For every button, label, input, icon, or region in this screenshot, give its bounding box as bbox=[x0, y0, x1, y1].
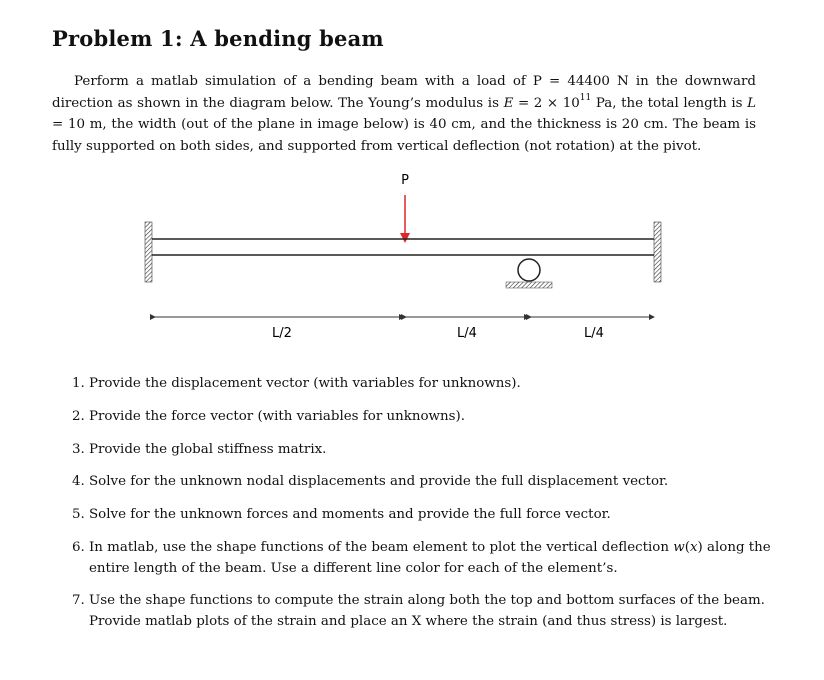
question-item: 6. In matlab, use the shape functions of the beam element to plot the vertical deflection w(x) along the entire length of the beam. Use a different line color for each of the element’s. bbox=[72, 540, 771, 576]
question-item: 3. Provide the global stiffness matrix. bbox=[72, 442, 327, 457]
problem-statement: Perform a matlab simulation of a bending beam with a load of P = 44400 N in the downward direction as shown in the diagram below. The Young’s modulus is $E = 2 \times 10^{11}$ Pa, the total length is L = 10 m, the width (out of the plane in image below) is 40 cm, and the thickness is 20 cm. The beam is fully supported on both sides, and supported from vertical deflection (not rotation) at the pivot. bbox=[52, 74, 757, 154]
question-item: 1. Provide the displacement vector (with variables for unknowns). bbox=[72, 376, 521, 391]
segment-label: L/4 bbox=[584, 326, 604, 341]
problem-title: Problem 1: A bending beam bbox=[52, 26, 384, 51]
beam-diagram bbox=[0, 160, 824, 360]
load-arrow bbox=[400, 195, 410, 243]
beam bbox=[152, 239, 654, 255]
left-fixed-support bbox=[145, 222, 152, 282]
pivot-support bbox=[506, 259, 552, 288]
load-label: P bbox=[401, 173, 409, 188]
question-item: 2. Provide the force vector (with variables for unknowns). bbox=[72, 409, 465, 424]
segment-label: L/2 bbox=[272, 326, 292, 341]
segment-label: L/4 bbox=[457, 326, 477, 341]
question-item: 5. Solve for the unknown forces and moments and provide the full force vector. bbox=[72, 507, 611, 522]
question-item: 7. Use the shape functions to compute the strain along both the top and bottom surfaces of the beam. Provide matlab plots of the strain and place an X where the strain (and thus stress) is largest. bbox=[72, 593, 765, 629]
question-item: 4. Solve for the unknown nodal displacements and provide the full displacement vector. bbox=[72, 474, 669, 489]
right-fixed-support bbox=[654, 222, 661, 282]
